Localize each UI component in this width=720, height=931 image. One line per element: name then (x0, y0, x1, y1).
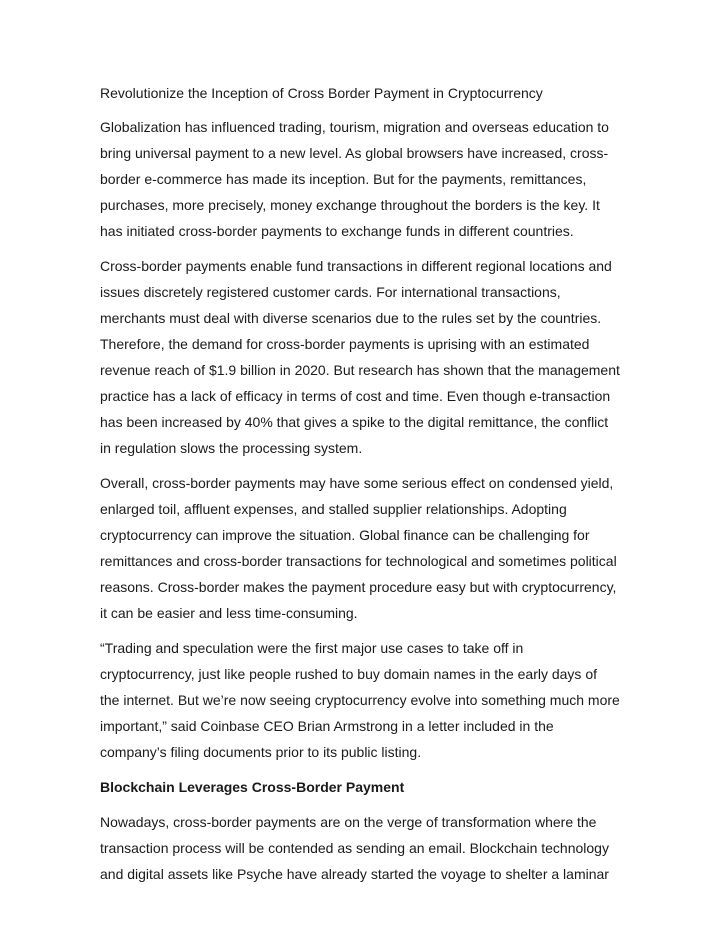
paragraph-globalization: Globalization has influenced trading, tourism, migration and overseas education to bring universal payment to a new level. As global browsers have increased, cross-border e-commerce has made its inception. But for the payments, remittances, purchases, more precisely, money exchange throughout the borders is the key. It has initiated cross-border payments to exchange funds in different countries. (100, 119, 609, 239)
document-title: Revolutionize the Inception of Cross Border Payment in Cryptocurrency (100, 85, 543, 101)
section-heading-blockchain: Blockchain Leverages Cross-Border Payment (100, 779, 405, 795)
paragraph-blockchain: Nowadays, cross-border payments are on the verge of transformation where the transaction process will be contended as sending an email. Blockchain technology and digital assets like Psyche have already started the voyage to shelter a laminar (100, 814, 609, 882)
paragraph-armstrong-quote: “Trading and speculation were the first major use cases to take off in cryptocurrency, just like people rushed to buy domain names in the early days of the internet. But we’re now seeing cryptocurrency evolve into something much more important,” said Coinbase CEO Brian Armstrong in a letter included in the company’s filing documents prior to its public listing. (100, 640, 620, 760)
document-body (100, 80, 620, 896)
paragraph-overall-effects: Overall, cross-border payments may have some serious effect on condensed yield, enlarged toil, affluent expenses, and stalled supplier relationships. Adopting cryptocurrency can improve the situation. Global finance can be challenging for remittances and cross-border transactions for technological and sometimes political reasons. Cross-border makes the payment procedure easy but with cryptocurrency, it can be easier and less time-consuming. (100, 475, 617, 621)
paragraph-cross-border-payments: Cross-border payments enable fund transactions in different regional locations and issues discretely registered customer cards. For international transactions, merchants must deal with diverse scenarios due to the rules set by the countries. Therefore, the demand for cross-border payments is uprising with an estimated revenue reach of $1.9 billion in 2020. But research has shown that the management practice has a lack of efficacy in terms of cost and time. Even though e-transaction has been increased by 40% that gives a spike to the digital remittance, the conflict in regulation slows the processing system. (100, 258, 620, 456)
